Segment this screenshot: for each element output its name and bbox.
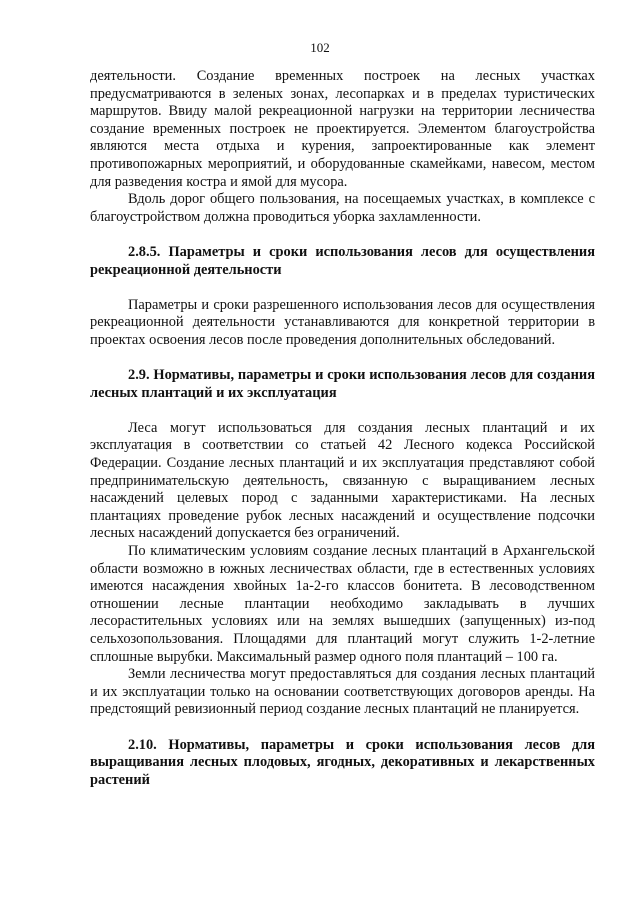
paragraph-continued: деятельности. Создание временных построек на лесных участках предусматриваются в зеленых зонах, лесопарках и в пределах туристических маршрутов. Ввиду малой рекреационной нагрузки на территории лесничества создание временных построек не проектируется. Элементом благоустройства являются места отдыха и курения, запроектированные как элемент противопожарных мероприятий, и оборудованные скамейками, навесом, местом для разведения костра и ямой для мусора.: [90, 68, 595, 190]
paragraph-road-cleanup: Вдоль дорог общего пользования, на посещаемых участках, в комплексе с благоустройством должна проводиться уборка захламленности.: [90, 191, 595, 225]
document-body: [90, 68, 595, 789]
page-number: 102: [310, 40, 330, 55]
paragraph-climate-conditions: По климатическим условиям создание лесных плантаций в Архангельской области возможно в южных лесничествах области, где в естественных условиях имеются насаждения хвойных 1а-2-го классов бонитета. В лесоводственном отношении лесные плантации необходимо закладывать в лучших лесорастительных условиях или на землях вышедших (запущенных) из-под сельхозопользования. Площадями для плантаций могут служить 1-2-летние сплошные вырубки. Максимальный размер одного поля плантаций – 100 га.: [90, 543, 595, 665]
section-heading-2-10: 2.10. Нормативы, параметры и сроки использования лесов для выращивания лесных плодовых, ягодных, декоративных и лекарственных растений: [90, 736, 595, 788]
paragraph-plantations-use: Леса могут использоваться для создания лесных плантаций и их эксплуатация в соответствии со статьей 42 Лесного кодекса Российской Федерации. Создание лесных плантаций и их эксплуатация представляют собой предпринимательскую деятельность, связанную с выращиванием лесных насаждений целевых пород с заданными характеристиками. На лесных плантациях проведение рубок лесных насаждений и осуществление подсочки лесных насаждений допускается без ограничений.: [90, 419, 595, 542]
paragraph-recreation-params: Параметры и сроки разрешенного использования лесов для осуществления рекреационной деятельности устанавливаются для конкретной территории в проектах освоения лесов после проведения дополнительных обследований.: [90, 296, 595, 348]
section-heading-2-8-5: 2.8.5. Параметры и сроки использования лесов для осуществления рекреационной деятельности: [90, 243, 595, 278]
paragraph-lease-agreements: Земли лесничества могут предоставляться для создания лесных плантаций и их эксплуатации только на основании соответствующих договоров аренды. На предстоящий ревизионный период создание лесных плантаций не планируется.: [90, 666, 595, 718]
section-heading-2-9: 2.9. Нормативы, параметры и сроки использования лесов для создания лесных плантаций и их эксплуатация: [90, 367, 595, 401]
